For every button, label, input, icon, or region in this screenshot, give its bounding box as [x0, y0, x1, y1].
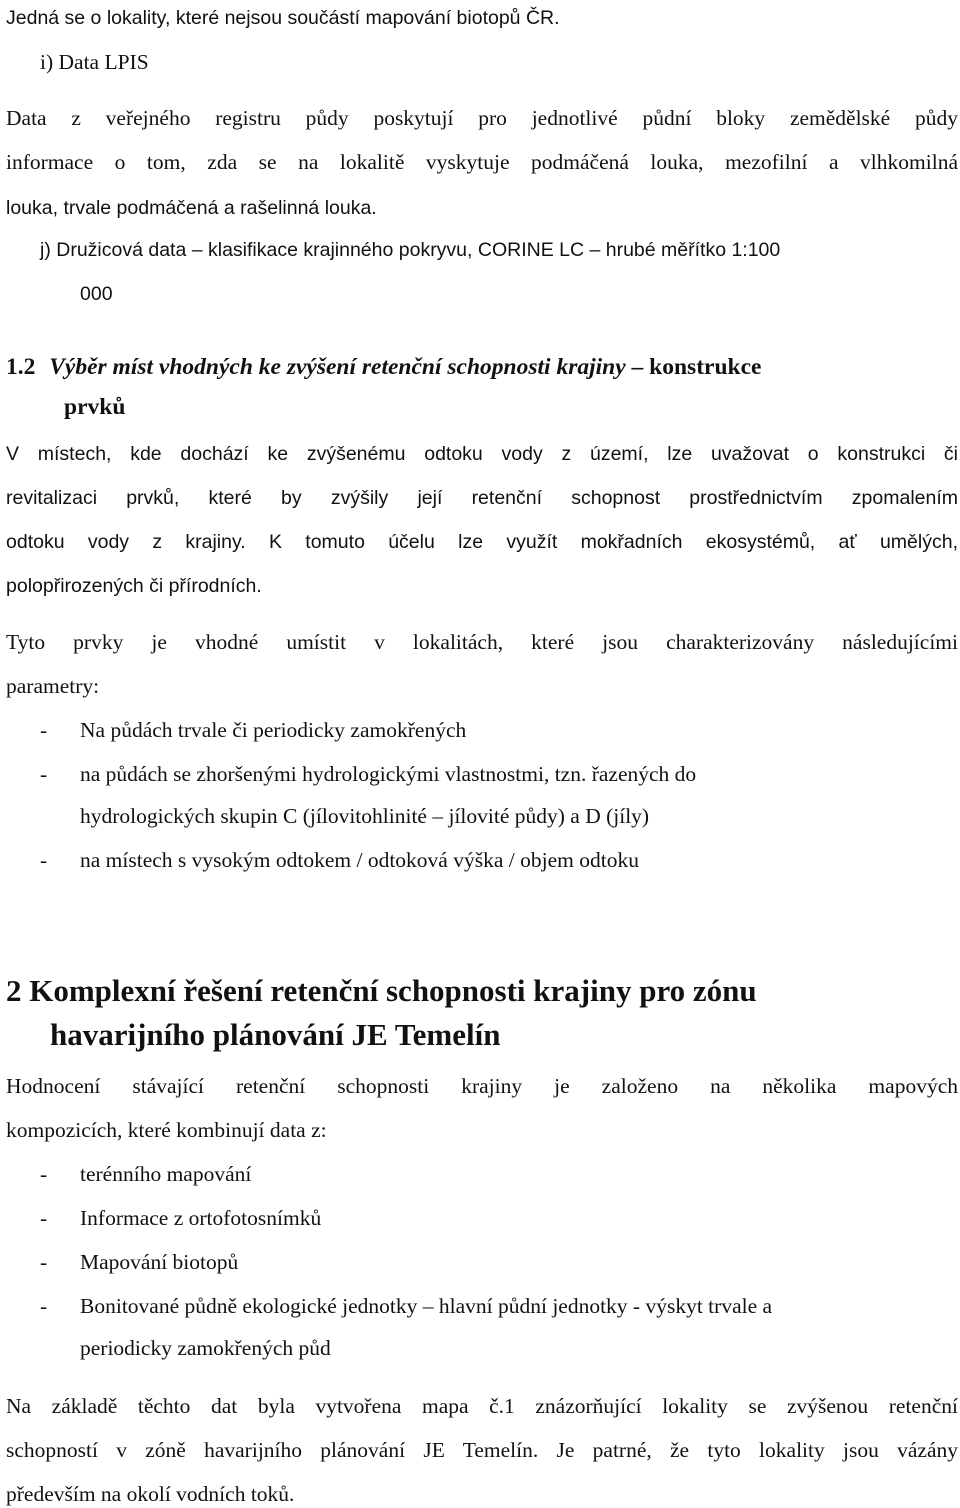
paragraph-1-line-4: polopřirozených či přírodních. — [6, 575, 262, 597]
list-item-i: i) Data LPIS — [40, 50, 149, 74]
bullet-dash: - — [40, 1206, 48, 1230]
list-2-item-1: terénního mapování — [80, 1162, 252, 1186]
bullet-dash: - — [40, 1250, 48, 1274]
list-1-item-1: Na půdách trvale či periodicky zamokřených — [80, 718, 467, 742]
section-number: 1.2 — [6, 354, 36, 380]
list-item-j-line-2: 000 — [80, 283, 113, 305]
lpis-paragraph-line-2: informace o tom, zda se na lokalitě vyskytuje podmáčená louka, mezofilní a vlhkomilná — [6, 150, 958, 174]
chapter-heading-2-line-1: 2 Komplexní řešení retenční schopnosti krajiny pro zónu — [6, 973, 757, 1008]
list-1-item-2: na půdách se zhoršenými hydrologickými vlastnostmi, tzn. řazených do — [80, 762, 697, 786]
paragraph-1-line-1: V místech, kde dochází ke zvýšenému odtoku vody z území, lze uvažovat o konstrukci či — [6, 443, 958, 465]
list-2-item-4: Bonitované půdně ekologické jednotky – hlavní půdní jednotky - výskyt trvale a — [80, 1294, 773, 1318]
paragraph-4-line-3: především na okolí vodních toků. — [6, 1482, 295, 1506]
section-heading-1-2 — [6, 352, 761, 382]
list-2-item-3: Mapování biotopů — [80, 1250, 239, 1274]
bullet-dash: - — [40, 1162, 48, 1186]
list-1-item-3: na místech s vysokým odtokem / odtoková výška / objem odtoku — [80, 848, 639, 872]
paragraph-3-line-1: Hodnocení stávající retenční schopnosti krajiny je založeno na několika mapových — [6, 1074, 958, 1098]
paragraph-1-line-2: revitalizaci prvků, které by zvýšily její retenční schopnost prostřednictvím zpomalením — [6, 487, 958, 509]
list-1-item-2-cont: hydrologických skupin C (jílovitohlinité – jílovité půdy) a D (jíly) — [80, 804, 650, 828]
paragraph-4-line-2: schopností v zóně havarijního plánování JE Temelín. Je patrné, že tyto lokality jsou vázány — [6, 1438, 958, 1462]
section-title-rest: – konstrukce — [625, 354, 762, 380]
lpis-paragraph-line-3: louka, trvale podmáčená a rašelinná louka. — [6, 197, 377, 219]
paragraph-2-line-1: Tyto prvky je vhodné umístit v lokalitách, které jsou charakterizovány následujícími — [6, 630, 958, 654]
chapter-heading-2-line-2: havarijního plánování JE Temelín — [50, 1017, 501, 1052]
paragraph-4-line-1: Na základě těchto dat byla vytvořena mapa č.1 znázorňující lokality se zvýšenou retenční — [6, 1394, 958, 1418]
intro-line: Jedná se o lokality, které nejsou součástí mapování biotopů ČR. — [6, 7, 560, 29]
lpis-paragraph-line-1: Data z veřejného registru půdy poskytují pro jednotlivé půdní bloky zemědělské půdy — [6, 106, 958, 130]
bullet-dash: - — [40, 718, 48, 742]
bullet-dash: - — [40, 1294, 48, 1318]
section-heading-1-2-line-2: prvků — [64, 394, 126, 420]
list-2-item-2: Informace z ortofotosnímků — [80, 1206, 322, 1230]
section-title-italic: Výběr míst vhodných ke zvýšení retenční schopnosti krajiny — [49, 354, 626, 380]
paragraph-2-line-2: parametry: — [6, 674, 100, 698]
bullet-dash: - — [40, 848, 48, 872]
list-item-j-line-1: j) Družicová data – klasifikace krajinného pokryvu, CORINE LC – hrubé měřítko 1:100 — [40, 239, 781, 261]
bullet-dash: - — [40, 762, 48, 786]
paragraph-1-line-3: odtoku vody z krajiny. K tomuto účelu lze využít mokřadních ekosystémů, ať umělých, — [6, 531, 958, 553]
list-2-item-4-cont: periodicky zamokřených půd — [80, 1336, 331, 1360]
paragraph-3-line-2: kompozicích, které kombinují data z: — [6, 1118, 327, 1142]
